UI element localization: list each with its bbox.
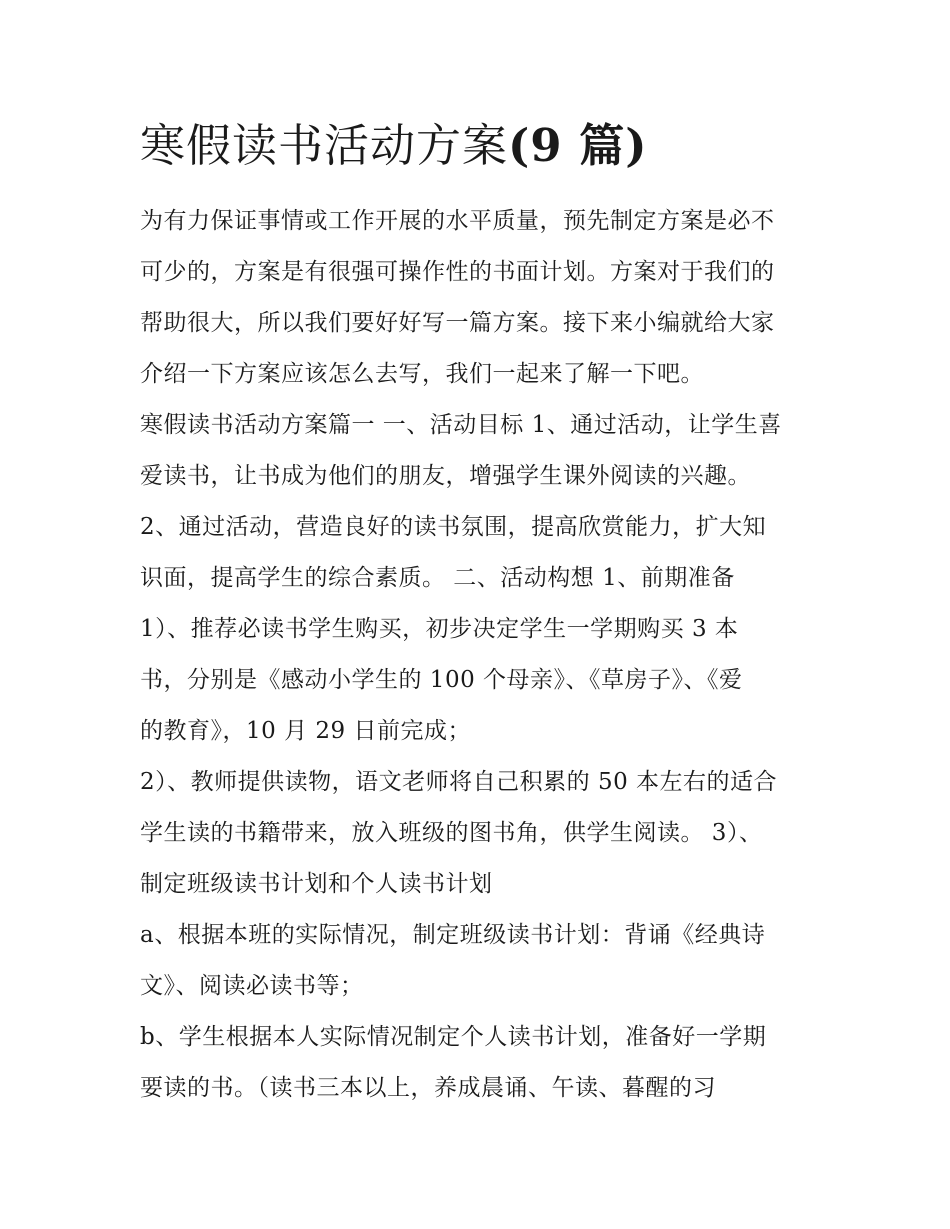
paragraph-line: a、根据本班的实际情况，制定班级读书计划：背诵《经典诗 — [140, 922, 766, 948]
paragraph-line: 寒假读书活动方案篇一 一、活动目标 1、通过活动，让学生喜 — [140, 412, 782, 438]
paragraph-line: 帮助很大，所以我们要好好写一篇方案。接下来小编就给大家 — [140, 310, 775, 336]
paragraph-line: 介绍一下方案应该怎么去写，我们一起来了解一下吧。 — [140, 361, 704, 387]
paragraph-line: 学生读的书籍带来，放入班级的图书角，供学生阅读。 3）、 — [140, 820, 763, 846]
paragraph-line: 1）、推荐必读书学生购买，初步决定学生一学期购买 3 本 — [140, 616, 739, 642]
paragraph-line: 书，分别是《感动小学生的 100 个母亲》、《草房子》、《爱 — [140, 667, 743, 693]
paragraph-line: 可少的，方案是有很强可操作性的书面计划。方案对于我们的 — [140, 259, 775, 285]
paragraph-line: 为有力保证事情或工作开展的水平质量，预先制定方案是必不 — [140, 208, 775, 234]
paragraph-line: 2）、教师提供读物，语文老师将自己积累的 50 本左右的适合 — [140, 769, 778, 795]
paragraph-line: 识面，提高学生的综合素质。 二、活动构想 1、前期准备 — [140, 565, 735, 591]
paragraph-line: 爱读书，让书成为他们的朋友，增强学生课外阅读的兴趣。 — [140, 463, 751, 489]
document-title — [140, 116, 648, 176]
paragraph-line: 2、通过活动，营造良好的读书氛围，提高欣赏能力，扩大知 — [140, 514, 767, 540]
paragraph-line: 文》、阅读必读书等； — [140, 973, 364, 999]
title-main: 寒假读书活动方案 — [140, 119, 509, 172]
paragraph-line: 制定班级读书计划和个人读书计划 — [140, 871, 493, 897]
paragraph-line: b、学生根据本人实际情况制定个人读书计划，准备好一学期 — [140, 1024, 767, 1050]
paragraph-line: 要读的书。（读书三本以上，养成晨诵、午读、暮醒的习 — [140, 1075, 716, 1101]
paragraph-line: 的教育》，10 月 29 日前完成； — [140, 718, 471, 744]
title-suffix: (9 篇) — [508, 119, 648, 172]
